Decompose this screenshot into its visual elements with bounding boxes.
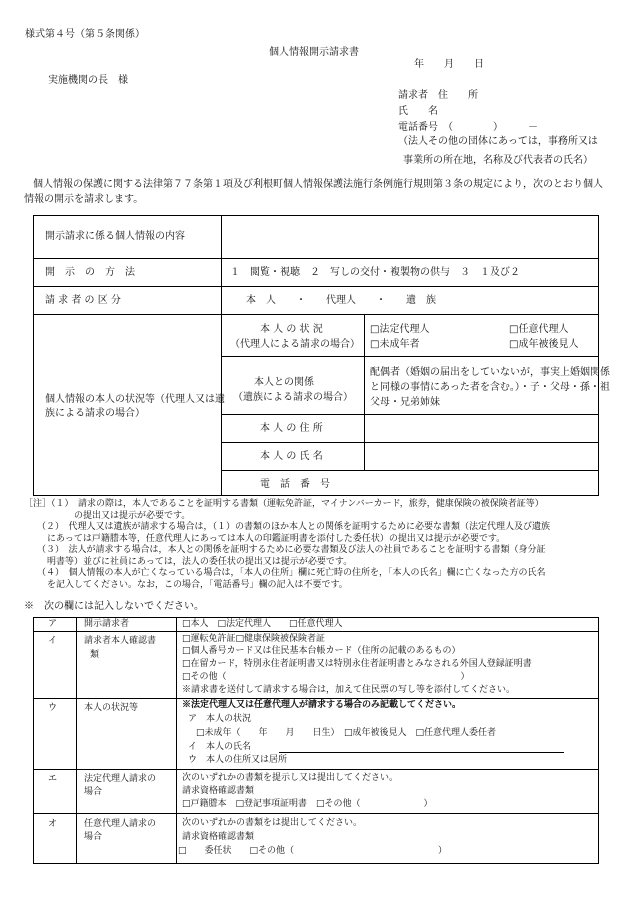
row-i-value-5: ※請求書を送付して請求する場合は，加えて住民票の写し等を添付してください。 — [182, 685, 516, 695]
request-table — [33, 215, 610, 496]
content-label: 開示請求に係る個人情報の内容 — [45, 231, 185, 242]
row-u-value-2: ア 本人の状況 — [188, 714, 252, 724]
row-a-key: ア — [48, 619, 58, 629]
intro-line-1: 個人情報の保護に関する法律第７７条第１項及び利根町個人情報保護法施行条例施行規則第３条の規定により，次のとおり個人 — [33, 179, 603, 190]
opt-voluntary: □任意代理人 — [509, 324, 569, 335]
row-i-value-1: □運転免許証□健康保険被保険者証 — [182, 634, 326, 644]
office-note: ※ 次の欄には記入しないでください。 — [24, 601, 204, 612]
row-u-label: 本人の状況等 — [84, 703, 139, 713]
person-name-label: 本 人 の 氏 名 — [260, 451, 323, 462]
name-underline — [279, 752, 564, 753]
requester-phone: 電話番号 （ ） － — [398, 122, 538, 133]
row-a-label: 開示請求者 — [84, 619, 130, 629]
person-address-label: 本 人 の 住 所 — [260, 423, 323, 434]
row-e-key: エ — [48, 774, 58, 784]
addressee: 実施機関の長 様 — [48, 75, 128, 86]
row-e-label-1: 法定代理人請求の — [84, 774, 157, 784]
row-o-label-2: 場合 — [84, 832, 103, 842]
corp-note-1: （法人その他の団体にあっては，事務所又は — [398, 136, 598, 147]
note-4b: を記入してください。なお，この場合，「電話番号」欄の記入は不要です。 — [47, 580, 348, 590]
method-label: 開 示 の 方 法 — [45, 267, 135, 278]
method-value: １ 閲覧・視聴 ２ 写しの交付・複製物の供与 ３ １及び２ — [230, 267, 520, 278]
intro-line-2: 情報の開示を請求します。 — [24, 194, 144, 205]
relation-value-1: 配偶者（婚姻の届出をしていないが，事実上婚姻関係 — [370, 367, 610, 378]
opt-minor: □未成年者 — [370, 339, 420, 350]
row-o-value-2: 請求資格確認書類 — [182, 832, 255, 842]
row-e-value-2: 請求資格確認書類 — [182, 786, 255, 796]
requester-name: 氏 名 — [398, 106, 438, 117]
relation-value-2: と同様の事情にあった者を含む。）・子・父母・孫・祖 — [370, 382, 610, 393]
row-i-label-1: 請求者本人確認書 — [84, 636, 157, 646]
relation-label-1: 本人との関係 — [254, 377, 314, 388]
row-u-value-4: イ 本人の氏名 — [188, 742, 252, 752]
row-e-value-1: 次のいずれかの書類を提示し又は提出してください。 — [182, 773, 399, 783]
office-use-table — [33, 617, 599, 864]
requester-address: 請求者 住 所 — [398, 90, 478, 101]
status-sub-2: （代理人による請求の場合） — [230, 339, 360, 350]
note-4a: （４） 個人情報の本人が亡くなっている場合は，「本人の住所」欄に死亡時の住所を，「本人の氏名」欄に亡くなった方の氏名 — [37, 568, 546, 578]
phone-label: 電 話 番 号 — [260, 479, 330, 490]
status-label-1: 個人情報の本人の状況等（代理人又は遺 — [45, 394, 225, 405]
opt-legal: □法定代理人 — [370, 324, 430, 335]
opt-guardian: □成年被後見人 — [509, 339, 579, 350]
row-e-label-2: 場合 — [84, 787, 103, 797]
row-o-value-3: □ 委任状 □その他（ ） — [178, 846, 448, 856]
row-o-value-1: 次のいずれかの書類をは提出してください。 — [182, 818, 363, 828]
row-u-key: ウ — [48, 703, 58, 713]
form-title: 個人情報開示請求書 — [269, 47, 359, 58]
row-o-key: オ — [48, 819, 58, 829]
note-3a: （３） 法人が請求する場合は，本人との関係を証明するために必要な書類及び法人の社員であることを証明する書類（身分証 — [37, 545, 546, 555]
category-label: 請 求 者 の 区 分 — [45, 295, 121, 306]
row-i-value-4: □その他（ ） — [182, 672, 470, 682]
row-i-key: イ — [48, 636, 58, 646]
row-i-value-2: □個人番号カード又は住民基本台帳カード（住所の記載のあるもの） — [182, 646, 461, 656]
corp-note-2: 事業所の所在地，名称及び代表者の氏名） — [403, 155, 593, 166]
category-value: 本 人 ・ 代理人 ・ 遺 族 — [246, 295, 436, 306]
form-number: 様式第４号（第５条関係） — [25, 29, 145, 40]
row-o-label-1: 任意代理人請求の — [84, 819, 157, 829]
note-1b: の提出又は提示が必要です。 — [74, 511, 191, 521]
status-sub-1: 本 人 の 状 況 — [260, 324, 323, 335]
status-label-2: 族による請求の場合） — [45, 408, 145, 419]
note-1a: ［注］（１） 請求の際は，本人であることを証明する書類（運転免許証，マイナンバーカード，旅券，健康保険の被保険者証等） — [24, 499, 544, 509]
row-u-value-1: ※法定代理人又は任意代理人が請求する場合のみ記載してください。 — [182, 700, 462, 710]
row-u-value-5: ウ 本人の住所又は居所 — [188, 755, 288, 765]
row-u-value-3: □未成年（ 年 月 日生） □成年被後見人 □任意代理人委任者 — [196, 728, 497, 738]
row-i-label-2: 類 — [90, 650, 100, 660]
relation-value-3: 父母・兄弟姉妹 — [370, 397, 440, 408]
row-e-value-3: □戸籍謄本 □登記事項証明書 □その他（ ） — [182, 799, 433, 809]
note-3b: 明書等）並びに社員にあっては，法人の委任状の提出又は提示が必要です。 — [47, 557, 353, 567]
note-2a: （２） 代理人又は遺族が請求する場合は，（１）の書類のほか本人との関係を証明するために必要な書類（法定代理人及び遺族 — [37, 522, 551, 532]
relation-label-2: （遺族による請求の場合） — [233, 392, 353, 403]
row-a-value: □本人 □法定代理人 □任意代理人 — [182, 619, 343, 629]
row-i-value-3: □在留カード，特別永住者証明書又は特別永住者証明書とみなされる外国人登録証明書 — [182, 659, 532, 669]
note-2b: にあっては戸籍謄本等，任意代理人にあっては本人の印鑑証明書を添付した委任状）の提出又は提示が必要です。 — [47, 534, 506, 544]
date-line: 年 月 日 — [414, 59, 484, 70]
